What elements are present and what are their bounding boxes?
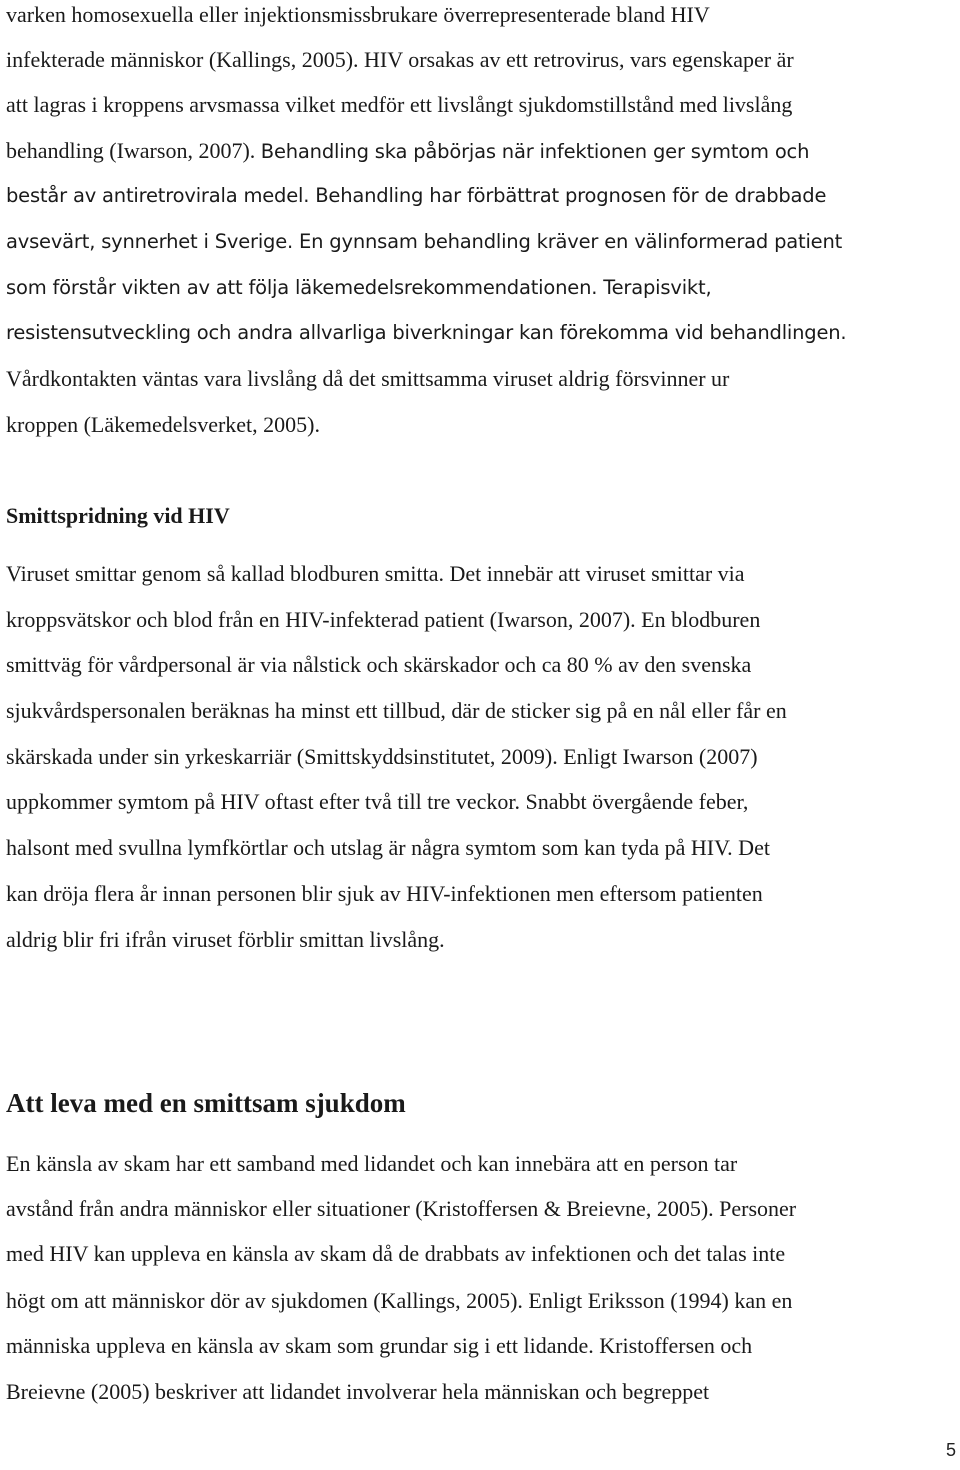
text-segment: består av antiretrovirala medel. (6, 184, 316, 207)
paragraph-line: infekterade människor (Kallings, 2005). HIV orsakas av ett retrovirus, vars egenskaper är (6, 47, 794, 72)
paragraph-line: En känsla av skam har ett samband med lidandet och kan innebära att en person tar (6, 1151, 738, 1176)
paragraph-line: varken homosexuella eller injektionsmissbrukare överrepresenterade bland HIV (6, 2, 710, 27)
paragraph-line: sjukvårdspersonalen beräknas ha minst ett tillbud, där de sticker sig på en nål eller får en (6, 698, 787, 723)
paragraph-line: att lagras i kroppens arvsmassa vilket medför ett livslångt sjukdomstillstånd med livslång (6, 92, 793, 117)
paragraph-line: högt om att människor dör av sjukdomen (Kallings, 2005). Enligt Eriksson (1994) kan en (6, 1288, 793, 1313)
paragraph-line (6, 138, 809, 165)
text-segment: behandling (Iwarson, 2007). (6, 138, 261, 163)
paragraph-line: kan dröja flera år innan personen blir sjuk av HIV-infektionen men eftersom patienten (6, 881, 763, 906)
paragraph-line: aldrig blir fri ifrån viruset förblir smittan livslång. (6, 927, 445, 952)
paragraph-line (6, 183, 826, 209)
paragraph-line: avstånd från andra människor eller situationer (Kristoffersen & Breievne, 2005). Personer (6, 1196, 797, 1221)
paragraph-line: uppkommer symtom på HIV oftast efter två till tre veckor. Snabbt övergående feber, (6, 789, 749, 814)
chapter-heading: Att leva med en smittsam sjukdom (6, 1088, 406, 1118)
paragraph-line: kroppen (Läkemedelsverket, 2005). (6, 412, 320, 437)
paragraph-line: Breievne (2005) beskriver att lidandet involverar hela människan och begreppet (6, 1379, 710, 1404)
section-heading: Smittspridning vid HIV (6, 503, 230, 528)
text-segment: avsevärt, synnerhet i Sverige. (6, 230, 300, 253)
text-segment: Behandling ska påbörjas när infektionen ger symtom och (260, 140, 810, 163)
paragraph-line: med HIV kan uppleva en känsla av skam då de drabbats av infektionen och det talas inte (6, 1241, 786, 1266)
page-number: 5 (945, 1440, 956, 1460)
paragraph-line: skärskada under sin yrkeskarriär (Smittskyddsinstitutet, 2009). Enligt Iwarson (2007) (6, 744, 758, 769)
paragraph-line (6, 275, 711, 301)
text-segment: som förstår vikten av att följa läkemedelsrekommendationen. (6, 276, 604, 299)
paragraph-line: halsont med svullna lymfkörtlar och utslag är några symtom som kan tyda på HIV. Det (6, 835, 770, 860)
paragraph-line: Vårdkontakten väntas vara livslång då det smittsamma viruset aldrig försvinner ur (6, 366, 730, 391)
paragraph-line: Viruset smittar genom så kallad blodburen smitta. Det innebär att viruset smittar via (6, 561, 745, 586)
paragraph-line: kroppsvätskor och blod från en HIV-infekterad patient (Iwarson, 2007). En blodburen (6, 607, 761, 632)
paragraph-line: smittväg för vårdpersonal är via nålstick och skärskador och ca 80 % av den svenska (6, 652, 752, 677)
text-segment: En gynnsam behandling kräver en välinformerad patient (299, 230, 843, 253)
paragraph-line: resistensutveckling och andra allvarliga biverkningar kan förekomma vid behandlingen. (6, 321, 847, 344)
text-segment: Terapisvikt, (603, 276, 712, 299)
text-segment: Behandling har förbättrat prognosen för de drabbade (315, 184, 827, 207)
paragraph-line: människa uppleva en känsla av skam som grundar sig i ett lidande. Kristoffersen och (6, 1333, 753, 1358)
paragraph-line (6, 229, 842, 255)
